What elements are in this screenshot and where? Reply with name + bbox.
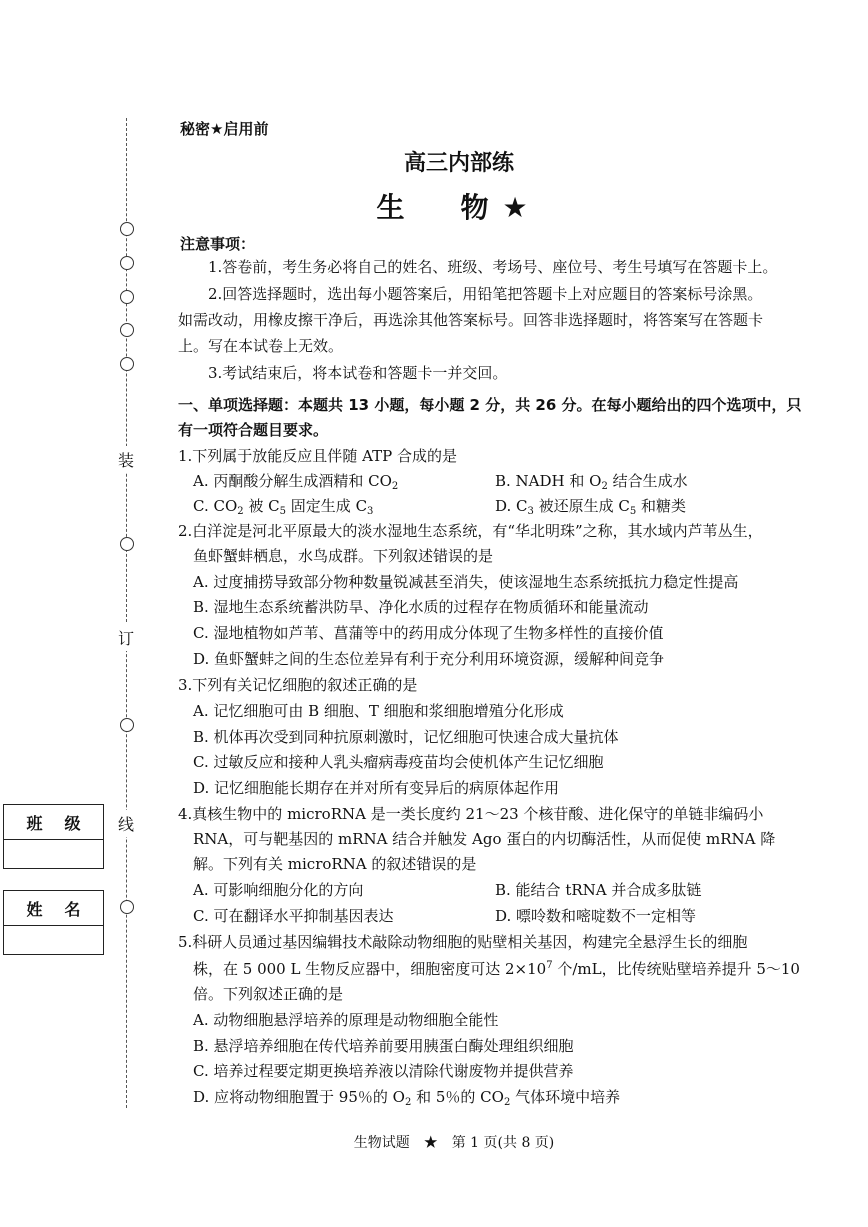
binding-hole — [120, 537, 134, 551]
q1-option-c[interactable]: C. $CO_2$ 被 $C_5$ 固定生成 $C_3$ — [193, 497, 374, 517]
q1-option-d[interactable]: D. $C_3$ 被还原生成 $C_5$ 和糖类 — [495, 497, 687, 517]
binding-hole — [120, 323, 134, 337]
q5-option-a[interactable]: A. 动物细胞悬浮培养的原理是动物细胞全能性 — [193, 1011, 499, 1029]
notice-heading: 注意事项： — [180, 235, 256, 253]
notice-item-2-end: 上。写在本试卷上无效。 — [178, 337, 344, 355]
q2-option-c[interactable]: C. 湿地植物如芦苇、菖蒲等中的药用成分体现了生物多样性的直接价值 — [193, 624, 664, 642]
q5-stem-end: 倍。下列叙述正确的是 — [193, 985, 344, 1003]
q5-stem-cont: 株，在 5 000 L 生物反应器中，细胞密度可达 $2\times 10^7$ 个/mL，比传统贴壁培养提升 5～10 — [193, 960, 800, 978]
q5-option-b[interactable]: B. 悬浮培养细胞在传代培养前要用胰蛋白酶处理组织细胞 — [193, 1037, 574, 1055]
q4-stem: 4.真核生物中的 microRNA 是一类长度约 21～23 个核苷酸、进化保守的单链非编码小 — [178, 805, 764, 823]
section-heading: 一、单项选择题：本题共 13 小题，每小题 2 分，共 26 分。在每小题给出的四个选项中，只 — [178, 396, 802, 414]
q5-option-d[interactable]: D. 应将动物细胞置于 95％的 $O_2$ 和 5％的 $CO_2$ 气体环境中培养 — [193, 1088, 621, 1108]
margin-xian: 线 — [118, 810, 134, 837]
margin-zhuang: 装 — [118, 446, 134, 473]
q4-stem-cont: RNA，可与靶基因的 mRNA 结合并触发 Ago 蛋白的内切酶活性，从而促使 mRNA 降 — [193, 830, 776, 848]
q2-option-b[interactable]: B. 湿地生态系统蓄洪防旱、净化水质的过程存在物质循环和能量流动 — [193, 598, 649, 616]
q3-option-b[interactable]: B. 机体再次受到同种抗原刺激时，记忆细胞可快速合成大量抗体 — [193, 728, 619, 746]
name-box — [3, 890, 104, 955]
binding-hole — [120, 256, 134, 270]
notice-item-2-cont: 如需改动，用橡皮擦干净后，再选涂其他答案标号。回答非选择题时，将答案写在答题卡 — [178, 311, 764, 329]
q1-option-b[interactable]: B. NADH 和 $O_2$ 结合生成水 — [495, 472, 688, 492]
secret-label: 秘密★启用前 — [180, 120, 269, 138]
notice-item-2: 2.回答选择题时，选出每小题答案后，用铅笔把答题卡上对应题目的答案标号涂黑。 — [208, 285, 763, 303]
name-field[interactable] — [4, 926, 103, 954]
margin-ding: 订 — [118, 624, 134, 651]
q4-stem-end: 解。下列有关 microRNA 的叙述错误的是 — [193, 855, 477, 873]
q4-option-b[interactable]: B. 能结合 tRNA 并合成多肽链 — [495, 881, 702, 899]
page-footer: 生物试题 ★ 第 1 页(共 8 页) — [353, 1135, 555, 1151]
class-field[interactable] — [4, 840, 103, 868]
section-heading-cont: 有一项符合题目要求。 — [178, 421, 329, 439]
q2-stem: 2.白洋淀是河北平原最大的淡水湿地生态系统，有“华北明珠”之称，其水域内芦苇丛生， — [178, 522, 763, 540]
q5-option-c[interactable]: C. 培养过程要定期更换培养液以清除代谢废物并提供营养 — [193, 1062, 574, 1080]
q1-stem: 1.下列属于放能反应且伴随 ATP 合成的是 — [178, 447, 457, 465]
q4-option-d[interactable]: D. 嘌呤数和嘧啶数不一定相等 — [495, 907, 697, 925]
binding-hole — [120, 900, 134, 914]
q4-option-a[interactable]: A. 可影响细胞分化的方向 — [193, 881, 364, 899]
q2-option-d[interactable]: D. 鱼虾蟹蚌之间的生态位差异有利于充分利用环境资源，缓解种间竞争 — [193, 650, 665, 668]
binding-hole — [120, 357, 134, 371]
q4-option-c[interactable]: C. 可在翻译水平抑制基因表达 — [193, 907, 394, 925]
binding-hole — [120, 290, 134, 304]
class-box — [3, 804, 104, 869]
q3-option-d[interactable]: D. 记忆细胞能长期存在并对所有变异后的病原体起作用 — [193, 779, 560, 797]
subject-title: 生 物★ — [376, 191, 542, 224]
binding-hole — [120, 718, 134, 732]
q2-option-a[interactable]: A. 过度捕捞导致部分物种数量锐减甚至消失，使该湿地生态系统抵抗力稳定性提高 — [193, 573, 739, 591]
notice-item-1: 1.答卷前，考生务必将自己的姓名、班级、考场号、座位号、考生号填写在答题卡上。 — [208, 258, 778, 276]
class-label: 班级 — [4, 805, 103, 840]
name-label: 姓名 — [4, 891, 103, 926]
q5-stem: 5.科研人员通过基因编辑技术敲除动物细胞的贴壁相关基因，构建完全悬浮生长的细胞 — [178, 933, 748, 951]
notice-item-3: 3.考试结束后，将本试卷和答题卡一并交回。 — [208, 364, 508, 382]
q2-stem-cont: 鱼虾蟹蚌栖息，水鸟成群。下列叙述错误的是 — [193, 547, 494, 565]
q3-option-c[interactable]: C. 过敏反应和接种人乳头瘤病毒疫苗均会使机体产生记忆细胞 — [193, 753, 604, 771]
q3-stem: 3.下列有关记忆细胞的叙述正确的是 — [178, 676, 418, 694]
q3-option-a[interactable]: A. 记忆细胞可由 B 细胞、T 细胞和浆细胞增殖分化形成 — [193, 702, 564, 720]
exam-title: 高三内部练 — [403, 151, 514, 176]
q1-option-a[interactable]: A. 丙酮酸分解生成酒精和 $CO_2$ — [193, 472, 399, 492]
